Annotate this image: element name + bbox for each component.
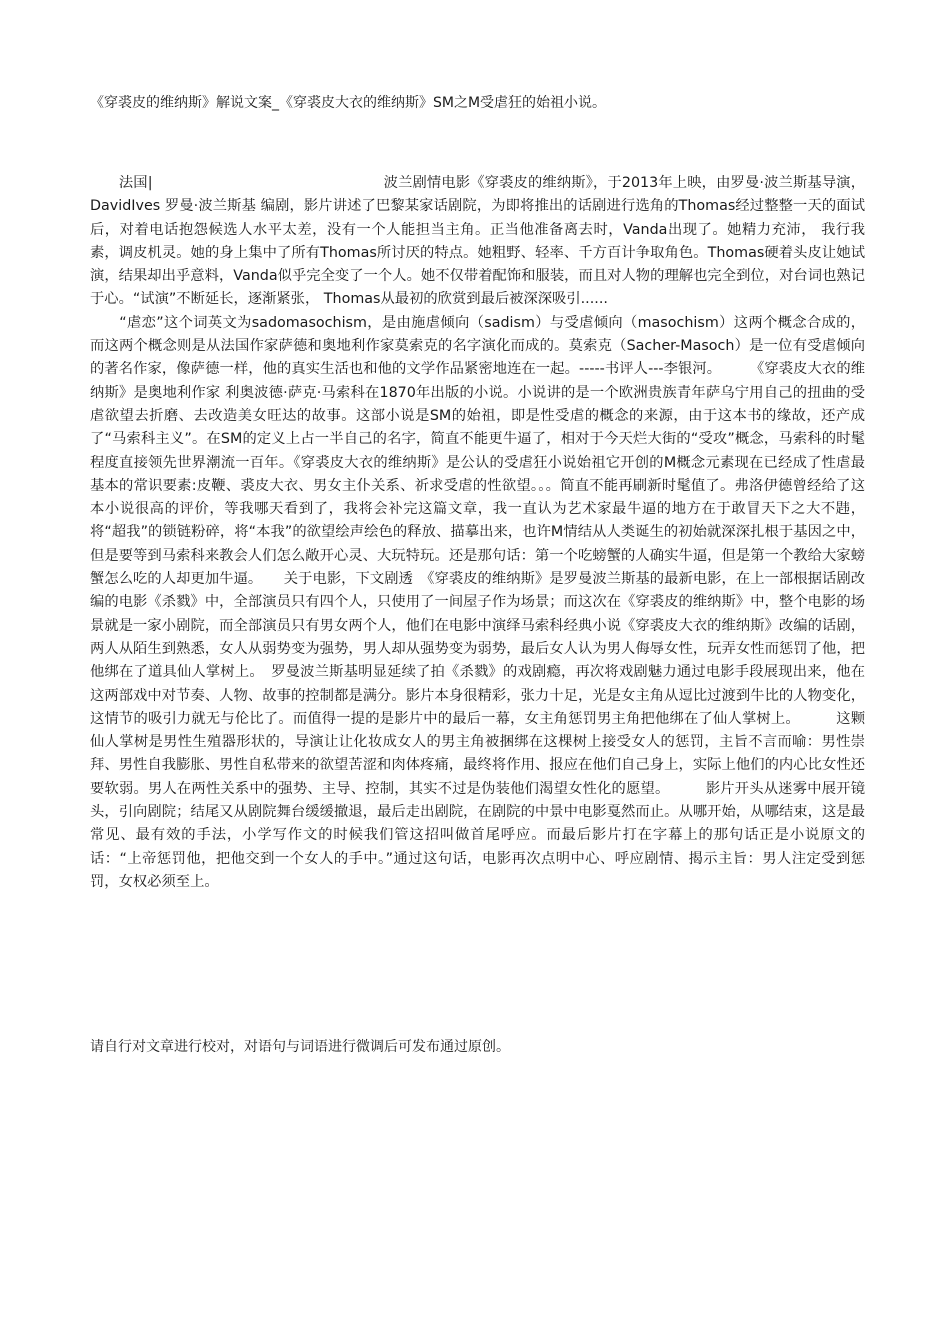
paragraph-intro: 法国| 波兰剧情电影《穿裘皮的维纳斯》，于2013年上映，由罗曼·波兰斯基导演，DavidIves 罗曼·波兰斯基 编剧，影片讲述了巴黎某家话剧院，为即将推出的话剧进行选角的Thomas经过整整一天的面试后，对着电话抱怨候选人水平太差，没有一个人能担当主角。正当他准备离去时，Vanda出现了。她精力充沛， 我行我素，调皮机灵。她的身上集中了所有Thomas所讨厌的特点。她粗野、轻率、千方百计争取角色。Thomas硬着头皮让她试演，结果却出乎意料，Vanda似乎完全变了一个人。她不仅带着配饰和服装，而且对人物的理解也完全到位，对台词也熟记于心。“试演”不断延长，逐渐紧张， Thomas从最初的欣赏到最后被深深吸引...... <box>90 175 865 308</box>
paragraph-main: “虐恋”这个词英文为sadomasochism，是由施虐倾向（sadism）与受虐倾向（masochism）这两个概念合成的，而这两个概念则是从法国作家萨德和奥地利作家莫索克的名字演化而成的。莫索克（Sacher-Masoch）是一位有受虐倾向的著名作家，像萨德一样，他的真实生活也和他的文学作品紧密地连在一起。-----书评人---李银河。 《穿裘皮大衣的维纳斯》是奥地利作家 利奥波德·萨克·马索科在1870年出版的小说。小说讲的是一个欧洲贵族青年萨乌宁用自己的扭曲的受虐欲望去折磨、去改造美女旺达的故事。这部小说是SM的始祖，即是性受虐的概念的来源，由于这本书的缘故，还产成了“马索科主义”。在SM的定义上占一半自己的名字，简直不能更牛逼了，相对于今天烂大街的“受攻”概念，马索科的时髦程度直接领先世界潮流一百年。《穿裘皮大衣的维纳斯》是公认的受虐狂小说始祖它开创的M概念元素现在已经成了性虐最基本的常识要素:皮鞭、裘皮大衣、男女主仆关系、祈求受虐的性欲望。。。简直不能再刷新时髦值了。弗洛伊德曾经给了这本小说很高的评价，等我哪天看到了，我将会补完这篇文章，我一直认为艺术家最牛逼的地方在于敢冒天下之大不韪，将“超我”的锁链粉碎，将“本我”的欲望绘声绘色的释放、描摹出来，也许M情结从人类诞生的初始就深深扎根于基因之中，但是要等到马索科来教会人们怎么敞开心灵、大玩特玩。还是那句话：第一个吃螃蟹的人确实牛逼，但是第一个教给大家螃蟹怎么吃的人却更加牛逼。 关于电影，下文剧透 《穿裘皮的维纳斯》是罗曼波兰斯基的最新电影，在上一部根据话剧改编的电影《杀戮》中，全部演员只有四个人，只使用了一间屋子作为场景；而这次在《穿裘皮的维纳斯》中，整个电影的场景就是一家小剧院，而全部演员只有男女两个人，他们在电影中演绎马索科经典小说《穿裘皮大衣的维纳斯》改编的话剧，两人从陌生到熟悉，女人从弱势变为强势，男人却从强势变为弱势，最后女人认为男人侮辱女性，玩弄女性而惩罚了他，把他绑在了道具仙人掌树上。 罗曼波兰斯基明显延续了拍《杀戮》的戏剧瘾，再次将戏剧魅力通过电影手段展现出来，他在这两部戏中对节奏、人物、故事的控制都是满分。影片本身很精彩，张力十足，光是女主角从逗比过渡到牛比的人物变化，这情节的吸引力就无与伦比了。而值得一提的是影片中的最后一幕，女主角惩罚男主角把他绑在了仙人掌树上。 这颗仙人掌树是男性生殖器形状的，导演让让化妆成女人的男主角被捆绑在这棵树上接受女人的惩罚，主旨不言而喻：男性崇拜、男性自我膨胀、男性自私带来的欲望苦涩和肉体疼痛，最终将作用、报应在他们自己身上，实际上他们的内心比女性还要软弱。男人在两性关系中的强势、主导、控制，其实不过是伪装他们渴望女性化的愿望。 影片开头从迷雾中展开镜头，引向剧院；结尾又从剧院舞台缓缓撤退，最后走出剧院，在剧院的中景中电影戛然而止。从哪开始，从哪结束，这是最常见、最有效的手法，小学写作文的时候我们管这招叫做首尾呼应。而最后影片打在字幕上的那句话正是小说原文的话：“上帝惩罚他，把他交到一个女人的手中。”通过这句话，电影再次点明中心、呼应剧情、揭示主旨：男人注定受到惩罚，女权必须至上。 <box>90 314 865 890</box>
footer-note: 请自行对文章进行校对，对语句与词语进行微调后可发布通过原创。 <box>90 1039 510 1055</box>
article-body <box>90 172 865 894</box>
document-title: 《穿裘皮的维纳斯》解说文案_《穿裘皮大衣的维纳斯》SM之M受虐狂的始祖小说。 <box>90 95 607 111</box>
